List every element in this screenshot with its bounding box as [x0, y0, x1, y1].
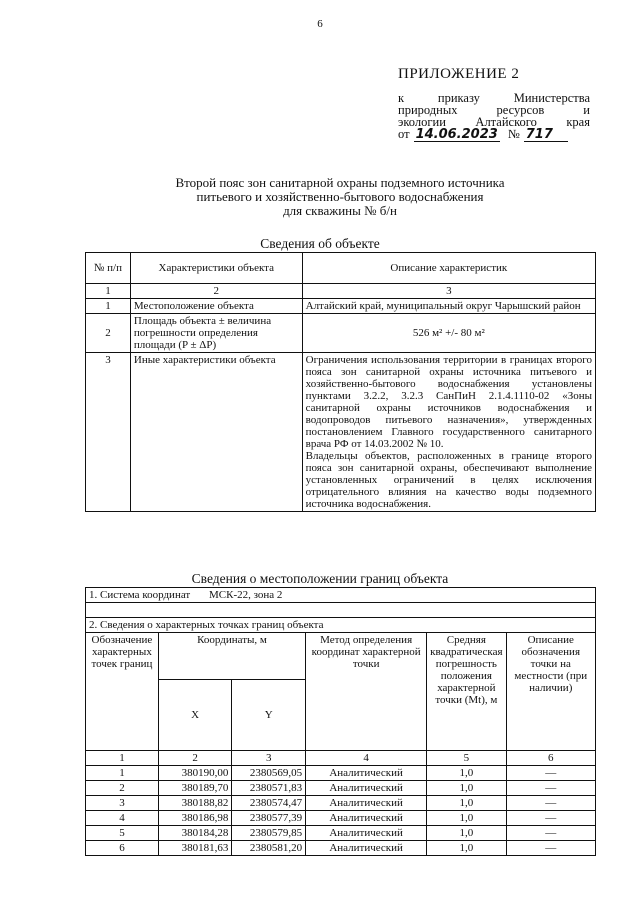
restriction-paragraph: Ограничения использования территории в границах второго пояса зон санитарной охраны источника питьевого и хозяйственно-бытового водоснабжения установлены пунктами 3.2.2, 3.2.3 СанПиН 2.1.4.1110-02 «Зоны санитарной охраны источников водоснабжения и водопроводов питьевого назначения», утвержденных постановлением Главного государственного санитарного врача РФ от 14.03.2002 № 10. — [305, 354, 592, 450]
error-header: Средняя квадратическая погрешность положения характерной точки (Mt), м — [427, 633, 506, 751]
table-row — [86, 796, 596, 811]
row-number: 2 — [86, 314, 131, 353]
point-method: Аналитический — [306, 841, 427, 856]
column-number-row — [86, 751, 596, 766]
column-number: 2 — [158, 751, 232, 766]
row-number: 3 — [86, 353, 131, 512]
column-number: 3 — [232, 751, 306, 766]
x-header: X — [158, 680, 232, 751]
column-number: 1 — [86, 284, 131, 299]
table-row — [86, 781, 596, 796]
point-y: 2380581,20 — [232, 841, 306, 856]
column-number: 3 — [302, 284, 595, 299]
characteristic-value — [302, 353, 595, 512]
coords-header: Координаты, м — [158, 633, 305, 680]
point-method: Аналитический — [306, 826, 427, 841]
order-from-label: от — [398, 127, 410, 141]
column-header: Характеристики объекта — [130, 253, 302, 284]
empty-cell — [86, 603, 596, 618]
point-error: 1,0 — [427, 766, 506, 781]
column-number: 2 — [130, 284, 302, 299]
point-description: — — [506, 826, 595, 841]
coord-system-label: 1. Система координат — [89, 589, 191, 601]
point-x: 380186,98 — [158, 811, 232, 826]
column-number-row — [86, 284, 596, 299]
point-x: 380189,70 — [158, 781, 232, 796]
point-error: 1,0 — [427, 811, 506, 826]
point-id: 5 — [86, 826, 159, 841]
order-text-line-2: природных ресурсов и — [398, 103, 590, 117]
document-title-line-3: для скважины № б/н — [283, 203, 397, 218]
column-number: 1 — [86, 751, 159, 766]
point-x: 380181,63 — [158, 841, 232, 856]
spacer-row — [86, 603, 596, 618]
column-header: № п/п — [86, 253, 131, 284]
points-section-row — [86, 618, 596, 633]
order-number: 717 — [524, 129, 568, 142]
column-number: 6 — [506, 751, 595, 766]
point-description: — — [506, 796, 595, 811]
point-method: Аналитический — [306, 766, 427, 781]
method-header: Метод определения координат характерной точки — [306, 633, 427, 751]
points-header-row — [86, 633, 596, 680]
column-number: 5 — [427, 751, 506, 766]
location-info-table — [85, 587, 596, 856]
point-y: 2380577,39 — [232, 811, 306, 826]
characteristic-name: Местоположение объекта — [130, 299, 302, 314]
order-number-sign: № — [507, 127, 520, 141]
table-row — [86, 826, 596, 841]
point-description: — — [506, 766, 595, 781]
point-error: 1,0 — [427, 796, 506, 811]
point-id: 1 — [86, 766, 159, 781]
object-info-title: Сведения об объекте — [260, 236, 380, 251]
table-row — [86, 766, 596, 781]
point-x: 380184,28 — [158, 826, 232, 841]
coord-system-value: МСК-22, зона 2 — [208, 589, 283, 601]
table-row — [86, 811, 596, 826]
column-number: 4 — [306, 751, 427, 766]
point-x: 380188,82 — [158, 796, 232, 811]
point-error: 1,0 — [427, 841, 506, 856]
table-row — [86, 353, 596, 512]
point-error: 1,0 — [427, 826, 506, 841]
point-id: 4 — [86, 811, 159, 826]
table-row — [86, 841, 596, 856]
owners-paragraph: Владельцы объектов, расположенных в границе второго пояса зон санитарной охраны, обеспечивают выполнение установленных ограничений в целях исключения отрицательного влияния на качество воды подземного источника водоснабжения. — [305, 450, 592, 510]
row-number: 1 — [86, 299, 131, 314]
point-method: Аналитический — [306, 796, 427, 811]
table-row — [86, 299, 596, 314]
point-id: 3 — [86, 796, 159, 811]
point-y: 2380571,83 — [232, 781, 306, 796]
designation-header: Обозначение характерных точек границ — [86, 633, 159, 751]
point-id: 6 — [86, 841, 159, 856]
point-method: Аналитический — [306, 781, 427, 796]
column-header: Описание характеристик — [302, 253, 595, 284]
points-section-label: 2. Сведения о характерных точках границ объекта — [86, 618, 596, 633]
location-info-title: Сведения о местоположении границ объекта — [191, 571, 449, 586]
document-title-line-2: питьевого и хозяйственно-бытового водоснабжения — [196, 189, 484, 204]
point-description: — — [506, 781, 595, 796]
description-header: Описание обозначения точки на местности (при наличии) — [506, 633, 595, 751]
page-number: 6 — [317, 18, 323, 30]
object-info-table — [85, 252, 596, 512]
point-id: 2 — [86, 781, 159, 796]
order-reference — [398, 92, 590, 142]
characteristic-name: Иные характеристики объекта — [130, 353, 302, 512]
point-y: 2380579,85 — [232, 826, 306, 841]
characteristic-name: Площадь объекта ± величина погрешности определения площади (P ± ΔP) — [130, 314, 302, 353]
point-y: 2380574,47 — [232, 796, 306, 811]
point-error: 1,0 — [427, 781, 506, 796]
characteristic-value: Алтайский край, муниципальный округ Чарышский район — [302, 299, 595, 314]
document-title-line-1: Второй пояс зон санитарной охраны подземного источника — [175, 175, 505, 190]
table-header-row — [86, 253, 596, 284]
table-row — [86, 314, 596, 353]
point-description: — — [506, 811, 595, 826]
y-header: Y — [232, 680, 306, 751]
coord-system-row — [86, 588, 596, 603]
document-title — [120, 176, 560, 218]
appendix-title: ПРИЛОЖЕНИЕ 2 — [398, 66, 520, 82]
coord-system-cell — [86, 588, 596, 603]
order-date: 14.06.2023 — [415, 127, 498, 142]
point-description: — — [506, 841, 595, 856]
order-text-line-3: экологии Алтайского края — [398, 115, 590, 129]
characteristic-value: 526 м² +/- 80 м² — [302, 314, 595, 353]
point-method: Аналитический — [306, 811, 427, 826]
order-text-line-1: к приказу Министерства — [398, 91, 590, 105]
point-x: 380190,00 — [158, 766, 232, 781]
point-y: 2380569,05 — [232, 766, 306, 781]
